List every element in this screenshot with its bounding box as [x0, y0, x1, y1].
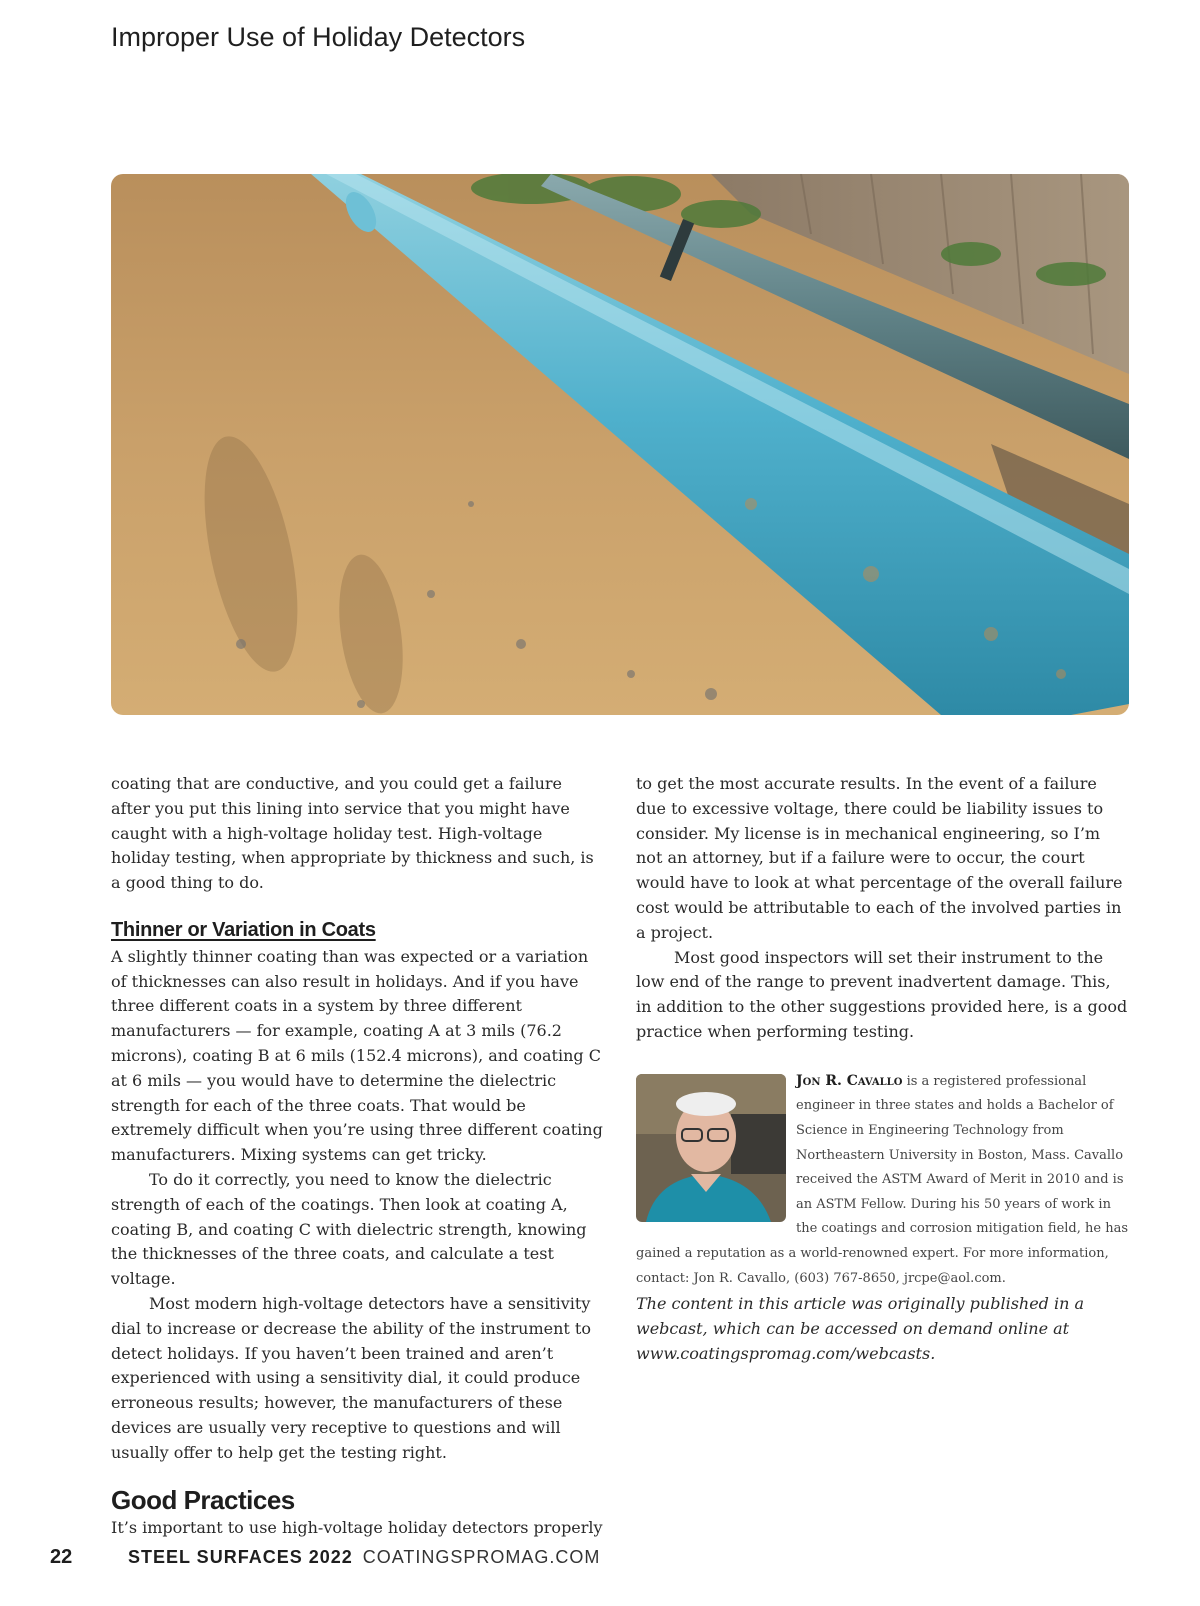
pipeline-photo: [111, 174, 1129, 715]
right-column: [636, 772, 1130, 1366]
author-portrait: [636, 1074, 786, 1222]
paragraph: To do it correctly, you need to know the dielectric strength of each of the coatings. Then look at coating A, coating B, and coating C with dielectric strength, knowing the thicknesses of the three coats, and calculate a test voltage.: [111, 1169, 587, 1289]
paragraph: Most good inspectors will set their instrument to the low end of the range to prevent inadvertent damage. This, in addition to the other suggestions provided here, is a good practice when performing testing.: [636, 947, 1128, 1041]
author-name: Jon R. Cavallo: [796, 1072, 903, 1089]
paragraph: coating that are conductive, and you could get a failure after you put this lining into service that you might have caught with a high-voltage holiday test. High-voltage holiday testing, when appropriate by thickness and such, is a good thing to do.: [111, 774, 594, 893]
publication-note: The content in this article was originally published in a webcast, which can be accessed on demand online at www.coatingspromag.com/webcasts.: [636, 1294, 1085, 1364]
section-heading-good-practices: Good Practices: [111, 1484, 295, 1515]
website-link[interactable]: COATINGSPROMAG.COM: [362, 1547, 601, 1567]
page-number: 22: [50, 1546, 73, 1568]
paragraph: Most modern high-voltage detectors have a sensitivity dial to increase or decrease the ability of the instrument to detect holidays. If you haven’t been trained and aren’t experienced with using a sensitivity dial, it could produce erroneous results; however, the manufacturers of these devices are usually very receptive to questions and will usually offer to help get the testing right.: [111, 1293, 591, 1462]
paragraph: to get the most accurate results. In the event of a failure due to excessive voltage, there could be liability issues to consider. My license is in mechanical engineering, so I’m not an attorney, but if a failure were to occur, the court would have to look at what percentage of the overall failure cost would be attributable to each of the involved parties in a project.: [636, 774, 1123, 942]
author-bio-text: is a registered professional engineer in three states and holds a Bachelor of Science in Engineering Technology from Northeastern University in Boston, Mass. Cavallo received the ASTM Award of Merit in 2010 and is an ASTM Fellow. During his 50 years of work in the coatings and corrosion mitigation field, he has gained a reputation as a world-renowned expert. For more information, contact: Jon R. Cavallo, (603) 767-8650, jrcpe@aol.com.: [636, 1073, 1129, 1286]
magazine-name: STEEL SURFACES 2022: [128, 1547, 353, 1567]
page-footer: [50, 1546, 600, 1569]
running-head-title: Improper Use of Holiday Detectors: [111, 22, 526, 52]
left-column: [111, 772, 603, 1541]
subheading-thinner-coats: Thinner or Variation in Coats: [111, 918, 376, 941]
paragraph: A slightly thinner coating than was expected or a variation of thicknesses can also result in holidays. And if you have three different coats in a system by three different manufacturers — for example, coating A at 3 mils (76.2 microns), coating B at 6 mils (152.4 microns), and coating C at 6 mils — you would have to determine the dielectric strength for each of the three coats. That would be extremely difficult when you’re using three different coating manufacturers. Mixing systems can get tricky.: [111, 946, 603, 1165]
author-bio: [636, 1069, 1130, 1291]
paragraph: It’s important to use high-voltage holiday detectors properly: [111, 1518, 603, 1538]
